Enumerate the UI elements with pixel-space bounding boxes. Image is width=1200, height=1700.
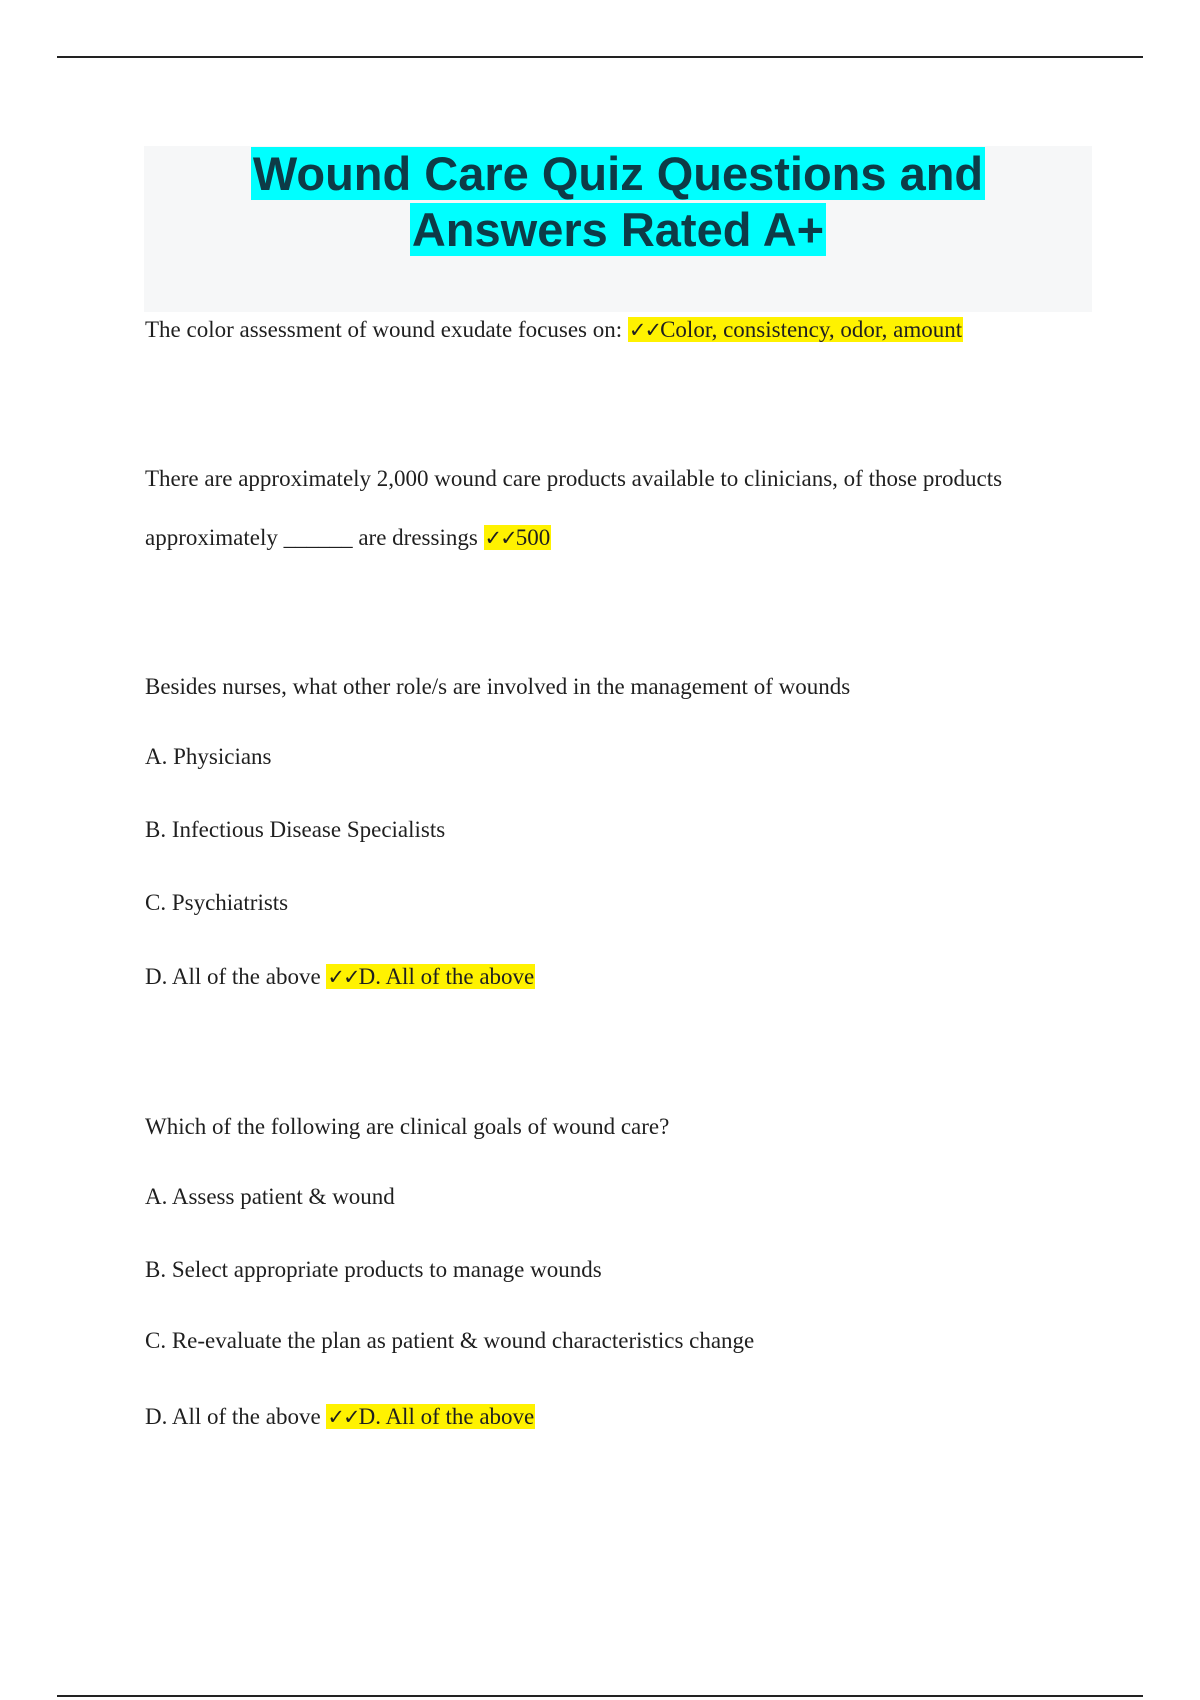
question-3-option-d-text: D. All of the above xyxy=(145,964,321,989)
question-3-text: Besides nurses, what other role/s are involved in the management of wounds xyxy=(145,674,851,699)
double-check-icon: ✓✓ xyxy=(484,526,516,550)
question-3-option-d xyxy=(145,962,535,992)
question-1-answer: ✓✓Color, consistency, odor, amount xyxy=(628,317,963,342)
question-2-line-2 xyxy=(145,523,551,553)
question-4-option-d-text: D. All of the above xyxy=(145,1404,321,1429)
bottom-rule xyxy=(57,1695,1143,1697)
question-2-line-1: There are approximately 2,000 wound care products available to clinicians, of those products xyxy=(145,466,1003,491)
question-4-option-c: C. Re-evaluate the plan as patient & wound characteristics change xyxy=(145,1328,755,1353)
title-line-1: Wound Care Quiz Questions and xyxy=(252,147,984,200)
question-4-option-a: A. Assess patient & wound xyxy=(145,1184,395,1209)
top-rule xyxy=(57,56,1143,58)
question-4-option-d xyxy=(145,1402,535,1432)
question-2-answer: ✓✓500 xyxy=(484,525,551,550)
question-2-text: approximately ______ are dressings xyxy=(145,525,478,550)
question-3-option-c: C. Psychiatrists xyxy=(145,890,289,915)
question-3-option-b: B. Infectious Disease Specialists xyxy=(145,817,446,842)
double-check-icon: ✓✓ xyxy=(327,965,359,989)
double-check-icon: ✓✓ xyxy=(628,318,661,342)
question-1-text: The color assessment of wound exudate focuses on: xyxy=(145,317,623,342)
question-1 xyxy=(145,315,963,345)
question-4-text: Which of the following are clinical goals of wound care? xyxy=(145,1114,670,1139)
question-3-answer: ✓✓D. All of the above xyxy=(327,964,535,989)
double-check-icon: ✓✓ xyxy=(327,1405,359,1429)
page-title xyxy=(144,146,1092,258)
title-line-2: Answers Rated A+ xyxy=(411,203,825,256)
title-banner xyxy=(144,146,1092,312)
question-3-option-a: A. Physicians xyxy=(145,744,272,769)
question-4-answer: ✓✓D. All of the above xyxy=(327,1404,535,1429)
question-4-option-b: B. Select appropriate products to manage wounds xyxy=(145,1257,602,1282)
